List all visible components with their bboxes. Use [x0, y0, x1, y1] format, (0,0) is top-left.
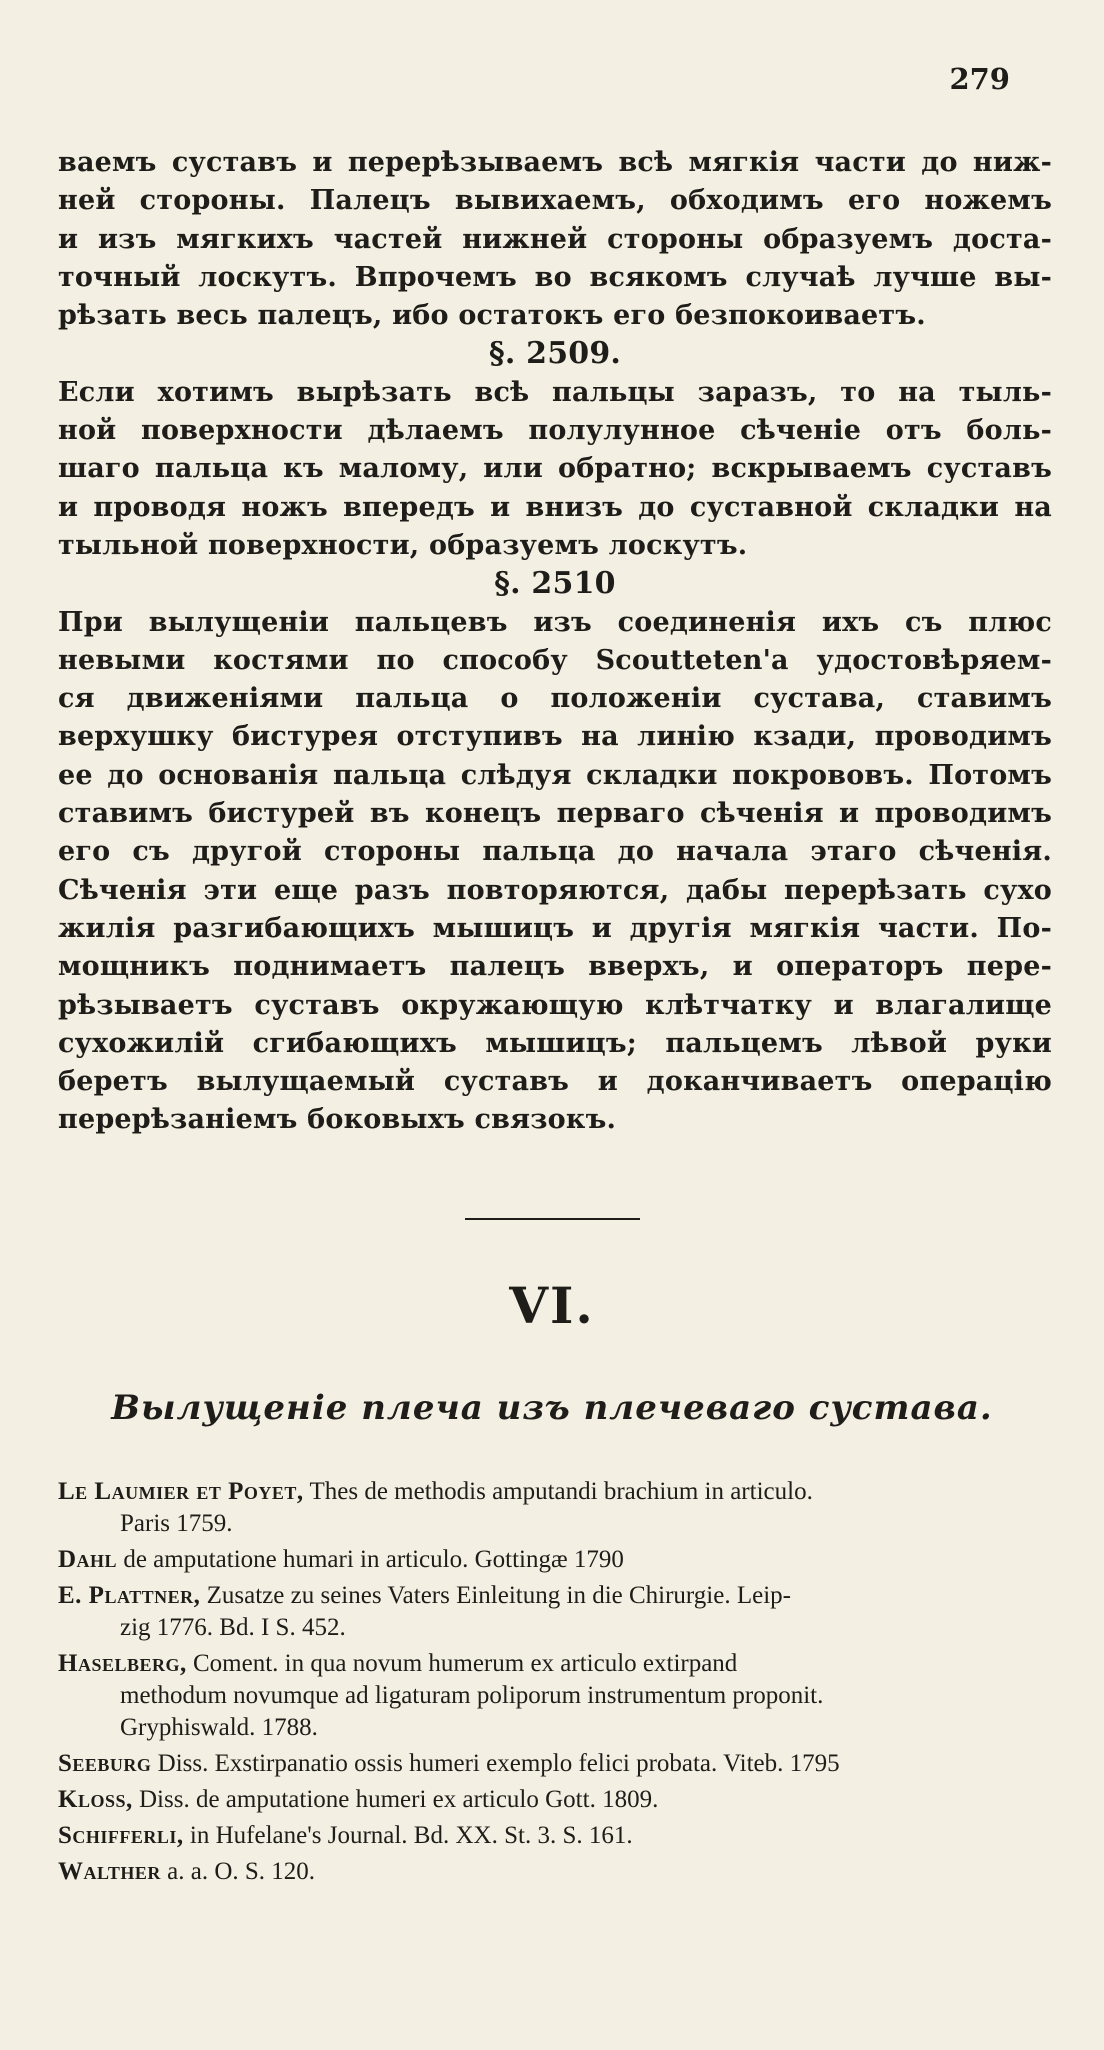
section-heading: §. 2509.: [488, 336, 622, 372]
bib-line: [58, 1784, 1052, 1816]
bib-entry: [58, 1544, 1052, 1576]
text-line: Если хотимъ вырѣзать всѣ пальцы заразъ, то на тыль-: [58, 376, 1052, 408]
text-line: невыми костями по способу Scoutteten'а удостовѣряем-: [58, 644, 1052, 676]
bib-text: in Hufelane's Journal. Bd. XX. St. 3. S. 161.: [189, 1822, 633, 1849]
text-line: его съ другой стороны пальца до начала этаго сѣченія.: [58, 836, 1052, 868]
section-heading: §. 2510: [494, 566, 616, 602]
text-line: мощникъ поднимаетъ палецъ вверхъ, и операторъ пере-: [58, 951, 1052, 983]
bib-text: Coment. in qua novum humerum ex articulo extirpand: [192, 1650, 738, 1677]
bibliography: [58, 1476, 1052, 1892]
bib-author: Le Laumier et Poyet,: [58, 1478, 304, 1505]
bib-author: Schifferli,: [58, 1822, 184, 1849]
section-divider: [465, 1218, 640, 1220]
text-line: ся движеніями пальца о положеніи сустава, ставимъ: [58, 683, 1052, 715]
bib-text: Thes de methodis amputandi brachium in articulo.: [309, 1478, 813, 1505]
bib-text: de amputatione humari in articulo. Gottingæ 1790: [123, 1546, 624, 1573]
bib-author: E. Plattner,: [58, 1582, 201, 1609]
text-line: При вылущеніи пальцевъ изъ соединенія ихъ съ плюс: [58, 606, 1052, 638]
bib-author: Dahl: [58, 1546, 118, 1573]
text-line: точный лоскутъ. Впрочемъ во всякомъ случаѣ лучше вы-: [58, 261, 1052, 293]
bib-author: Seeburg: [58, 1750, 152, 1777]
bib-entry: [58, 1648, 1052, 1744]
bib-entry: [58, 1784, 1052, 1816]
text-line: рѣзать весь палецъ, ибо остатокъ его безпокоиваетъ.: [58, 300, 926, 332]
bib-entry: [58, 1580, 1052, 1644]
bib-line: methodum novumque ad ligaturam poliporum instrumentum proponit.: [120, 1682, 824, 1709]
bib-line: [58, 1648, 1052, 1680]
bib-line: [58, 1544, 1052, 1576]
text-line: Сѣченія эти еще разъ повторяются, дабы перерѣзать сухо: [58, 874, 1052, 906]
bib-entry: [58, 1856, 1052, 1888]
text-line: перерѣзаніемъ боковыхъ связокъ.: [58, 1104, 617, 1136]
bib-line: [58, 1580, 1052, 1612]
paragraph: [58, 374, 1052, 565]
text-line: ваемъ суставъ и перерѣзываемъ всѣ мягкія части до ниж-: [58, 147, 1052, 178]
bib-author: Haselberg,: [58, 1650, 187, 1677]
text-line: сухожилій сгибающихъ мышицъ; пальцемъ лѣвой руки: [58, 1027, 1052, 1059]
paragraph: [58, 604, 1052, 1140]
text-line: ней стороны. Палецъ вывихаемъ, обходимъ его ножемъ: [58, 185, 1052, 217]
bib-text: Zusatze zu seines Vaters Einleitung in die Chirurgie. Leip-: [206, 1582, 791, 1609]
text-line: рѣзываетъ суставъ окружающую клѣтчатку и влагалище: [58, 989, 1052, 1021]
text-line: шаго пальца къ малому, или обратно; вскрываемъ суставъ: [58, 453, 1052, 485]
bib-author: Walther: [58, 1858, 161, 1885]
text-line: и проводя ножъ впередъ и внизъ до суставной складки на: [58, 491, 1052, 523]
bib-text: Diss. de amputatione humeri ex articulo Gott. 1809.: [138, 1786, 659, 1813]
text-line: ставимъ бистурей въ конецъ перваго сѣченія и проводимъ: [58, 798, 1052, 830]
chapter-title: Вылущеніе плеча изъ плечеваго сустава.: [111, 1388, 993, 1428]
bib-text: a. a. O. S. 120.: [167, 1858, 316, 1885]
bib-line: [58, 1748, 1052, 1780]
bib-line: [58, 1476, 1052, 1508]
text-line: ной поверхности дѣлаемъ полулунное сѣченіе отъ боль-: [58, 415, 1052, 447]
bib-entry: [58, 1476, 1052, 1540]
text-line: жилія разгибающихъ мышицъ и другія мягкія части. По-: [58, 912, 1052, 944]
text-line: ее до основанія пальца слѣдуя складки покрововъ. Потомъ: [58, 759, 1052, 791]
bib-line: zig 1776. Bd. I S. 452.: [120, 1614, 346, 1641]
body-text: [58, 144, 1052, 1140]
bib-entry: [58, 1748, 1052, 1780]
chapter-number: VI.: [509, 1276, 595, 1335]
bib-line: Paris 1759.: [120, 1510, 233, 1537]
bib-line: [58, 1856, 1052, 1888]
text-line: беретъ вылущаемый суставъ и доканчиваетъ операцію: [58, 1066, 1052, 1098]
text-line: и изъ мягкихъ частей нижней стороны образуемъ доста-: [58, 223, 1052, 255]
bib-entry: [58, 1820, 1052, 1852]
paragraph: [58, 144, 1052, 335]
bib-author: Kloss,: [58, 1786, 133, 1813]
bib-line: Gryphiswald. 1788.: [120, 1714, 318, 1741]
bib-text: Diss. Exstirpanatio ossis humeri exemplo felici probata. Viteb. 1795: [157, 1750, 840, 1777]
page-number: 279: [949, 62, 1010, 96]
bib-line: [58, 1820, 1052, 1852]
text-line: тыльной поверхности, образуемъ лоскутъ.: [58, 529, 748, 561]
text-line: верхушку бистурея отступивъ на линію кзади, проводимъ: [58, 721, 1052, 753]
